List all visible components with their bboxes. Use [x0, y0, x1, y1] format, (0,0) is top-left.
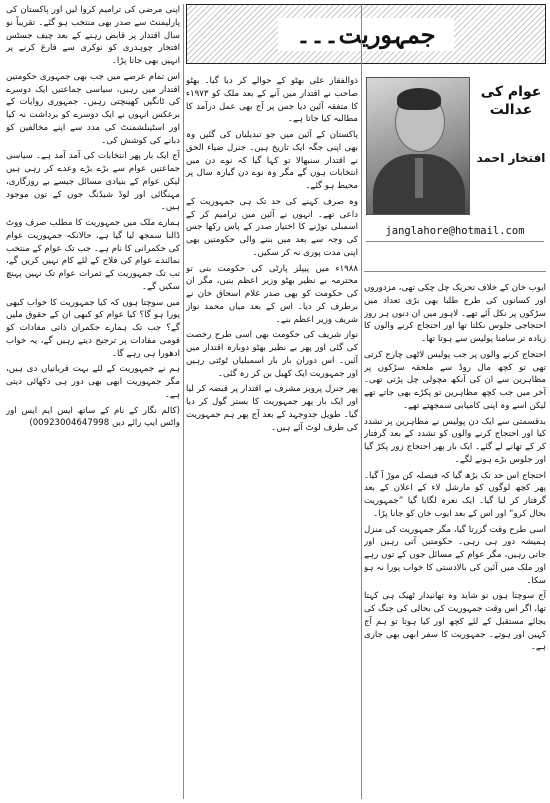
paragraph: ذوالفقار علی بھٹو کے حوالے کر دیا گیا۔ بھٹو صاحب نے اقتدار میں آنے کے بعد ملک کو ۱۹۷۳ء کا متفقہ آئین دیا جس پر آج بھی عمل درآمد کا مطالبہ کیا جاتا ہے۔: [186, 76, 358, 125]
paragraph: آج ایک بار پھر انتخابات کی آمد آمد ہے۔ سیاسی جماعتیں عوام سے بڑے بڑے وعدے کر رہی ہیں لیکن عوام کے بنیادی مسائل جیسے بے روزگاری، مہنگائی اور لوڈ شیڈنگ جوں کے توں موجود ہیں۔: [6, 151, 180, 213]
article-title: جمہوریت۔۔۔: [278, 18, 453, 51]
paragraph: میں سوچتا ہوں کہ کیا جمہوریت کا خواب کبھی پورا ہو گا؟ کیا عوام کو کبھی ان کے حقوق ملیں گے؟ جب تک ہمارے حکمران ذاتی مفادات کو قومی مفادات پر ترجیح دیتے رہیں گے، یہ خواب ادھورا ہی رہے گا۔: [6, 297, 180, 359]
article-column-middle: [186, 75, 358, 799]
paragraph: نواز شریف کی حکومت بھی اسی طرح رخصت کی گئی اور پھر بے نظیر بھٹو دوبارہ اقتدار میں آئیں۔ اس دوران بار بار اسمبلیاں ٹوٹتی رہیں اور جمہوریت ایک کھیل بن کر رہ گئی۔: [186, 330, 358, 379]
author-name: افتخار احمد: [476, 151, 546, 165]
author-box-divider: [364, 271, 546, 272]
author-box: [364, 75, 546, 277]
column-divider: [183, 4, 184, 799]
paragraph: ہم نے جمہوریت کے لئے بہت قربانیاں دی ہیں، مگر جمہوریت ابھی بھی دور ہی دکھائی دیتی ہے۔: [6, 364, 180, 400]
paragraph: پاکستان کے آئین میں جو تبدیلیاں کی گئیں وہ بھی اپنی جگہ ایک تاریخ ہیں۔ جنرل ضیاء الحق نے اقتدار سنبھالا تو کہا گیا کہ نوے دن میں انتخابات ہوں گے مگر وہ نوے دن گیارہ سال پر محیط ہو گئے۔: [186, 130, 358, 191]
article-column-left: [6, 4, 180, 799]
paragraph: بدقسمتی سے ایک دن پولیس نے مظاہرین پر تشدد کیا اور احتجاج کرنے والوں کو تشدد کے بعد گرفتار کر کے تھانے لے گئے۔ ایک بار پھر احتجاج زور پکڑ گیا اور جلوس بڑے ہونے لگے۔: [364, 416, 546, 465]
article-title-banner: [186, 4, 546, 64]
paragraph: اس تمام عرصے میں جب بھی جمہوری حکومتیں اقتدار میں رہیں، سیاسی جماعتیں ایک دوسرے کی ٹانگیں کھینچتی رہیں۔ جمہوری روایات کے برعکس انہوں نے ایک دوسرے کو برداشت نہ کیا اور اسٹیبلشمنٹ کی مدد سے اپنے مخالفین کو دبانے کی کوشش کی۔: [6, 71, 180, 146]
column-divider: [361, 4, 362, 799]
paragraph: احتجاج کرنے والوں پر جب پولیس لاٹھی چارج کرتی تھی تو کچھ مال روڈ سے ملحقہ سڑکوں پر مظاہرین سے ان کی آنکھ مچولی چل پڑتی تھی۔ آخر میں جب کچھ مظاہرین تو پکڑے بھی جاتے تھے لیکن اسے وہ اپنی کامیابی سمجھتے تھے۔: [364, 349, 546, 411]
paragraph: اسی طرح وقت گزرتا گیا، مگر جمہوریت کی منزل ہمیشہ دور ہی رہی۔ حکومتیں آتی رہیں اور جاتی رہیں، مگر عوام کے مسائل جوں کے توں رہے اور ملک میں آئین کی بالادستی کا خواب پورا نہ ہو سکا۔: [364, 524, 546, 586]
contact-note: (کالم نگار کے نام کے ساتھ ایس ایم ایس اور واٹس ایپ رائے دیں 00923004647998): [6, 405, 180, 429]
author-email[interactable]: janglahore@hotmail.com: [366, 225, 544, 242]
photo-tie: [415, 158, 423, 198]
column-name: عوام کی عدالت: [480, 84, 542, 118]
paragraph: پھر جنرل پرویز مشرف نے اقتدار پر قبضہ کر لیا اور ایک بار پھر جمہوریت کا بستر گول کر دیا گیا۔ طویل جدوجہد کے بعد آج پھر ہم جمہوریت کی طرف لوٹ آئے ہیں۔: [186, 384, 358, 433]
paragraph: ہمارے ملک میں جمہوریت کا مطلب صرف ووٹ ڈالنا سمجھ لیا گیا ہے، حالانکہ جمہوریت عوام کی حکمرانی کا نام ہے۔ جب تک عوام کے منتخب نمائندے عوام کی فلاح کے لئے کام نہیں کریں گے، تب تک جمہوریت کے ثمرات عوام تک نہیں پہنچ سکیں گے۔: [6, 218, 180, 292]
author-photo: [366, 77, 470, 215]
paragraph: احتجاج اس حد تک بڑھ گیا کہ فیصلہ کن موڑ آ گیا۔ پھر کچھ لوگوں کو مارشل لاء کے اعلان کے بعد گرفتار کر لیا گیا۔ ایک نعرہ لگایا گیا ”جمہوریت بحال کرو“ اور اس کے بعد ایوب خان کو جانا پڑا۔: [364, 470, 546, 519]
paragraph: ۱۹۸۸ء میں پیپلز پارٹی کی حکومت بنی تو محترمہ بے نظیر بھٹو وزیر اعظم بنیں، مگر ان کی حکومت کو بھی صدر غلام اسحاق خان نے برطرف کر دیا۔ اس کے بعد میاں محمد نواز شریف وزیر اعظم بنے۔: [186, 263, 358, 325]
article-column-right: [364, 282, 546, 799]
paragraph: آج سوچتا ہوں تو شاید وہ تھانیدار ٹھیک ہی کہتا تھا، اگر اس وقت جمہوریت کی بحالی کی جنگ کی بجائے مستقبل کے لئے کچھ اور کیا ہوتا تو ہم آج کہیں اور ہوتے۔ جمہوریت کا سفر ابھی بھی جاری ہے۔: [364, 591, 546, 653]
column-name-block: [476, 83, 546, 167]
paragraph: اپنی مرضی کی ترامیم کروا لیں اور پاکستان کی پارلیمنٹ سے صدر بھی منتخب ہو گئے۔ تقریباً نو سال اقتدار پر قابض رہنے کے بعد چیف جسٹس افتخار چوہدری کو نوکری سے فارغ کرنے پر انہیں بھی جانا پڑا۔: [6, 5, 180, 66]
paragraph: ایوب خان کے خلاف تحریک چل چکی تھی، مزدوروں اور کسانوں کی طرح طلبا بھی بڑی تعداد میں سڑکوں پر نکل آئے تھے۔ لاہور میں ان دنوں ہر روز احتجاجی جلوس نکلتا تھا اور احتجاج کرنے والوں کا زیادہ تر سامنا پولیس سے ہوتا تھا۔: [364, 283, 546, 344]
paragraph: وہ صرف کہنے کی حد تک ہی جمہوریت کے داعی تھے۔ انہوں نے آئین میں ترامیم کر کے اسمبلی توڑنے کا اختیار صدر کے پاس رکھا جس کی وجہ سے بعد میں بننے والی حکومتیں بھی اپنی مدت پوری نہ کر سکیں۔: [186, 196, 358, 258]
photo-hair: [397, 88, 441, 110]
